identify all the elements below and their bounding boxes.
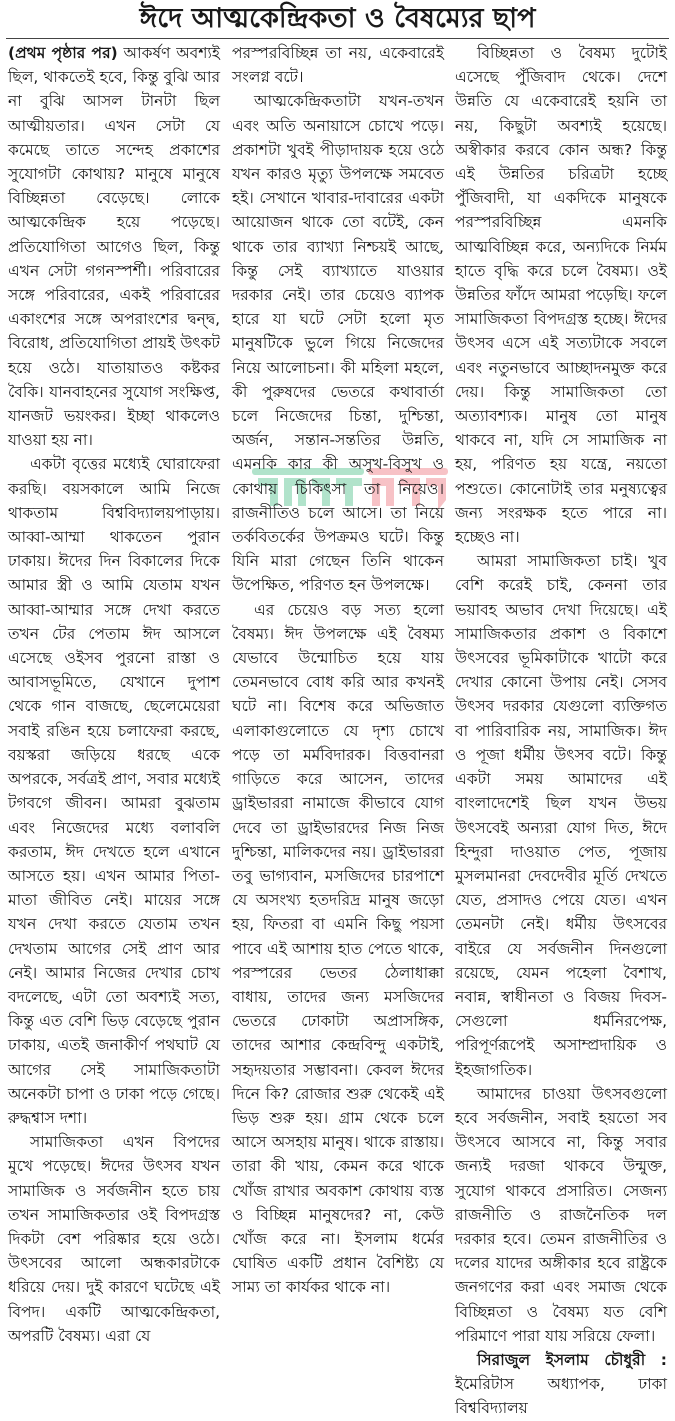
paragraph: (প্রথম পৃষ্ঠার পর) আকর্ষণ অবশ্যই ছিল, থাকতেই হবে, কিন্তু বুঝি আর না বুঝি আসল টানটা ছিল আত্মীয়তার। এখন সেটা যে কমেছে তাতে সন্দেহ প্রকাশের সুযোগটা কোথায়? মানুষে মানুষে বিচ্ছিন্নতা বেড়েছে। লোকে আত্মকেন্দ্রিক হয়ে পড়েছে। প্রতিযোগিতা আগেও ছিল, কিন্তু এখন সেটা গগনস্পর্শী। পরিবারের সঙ্গে পরিবারের, একই পরিবারের একাংশের সঙ্গে অপরাংশের দ্বন্দ্ব, বিরোধ, প্রতিযোগিতা প্রায়ই উৎকট হয়ে ওঠে। যাতায়াতও কষ্টকর বৈকি। যানবাহনের সুযোগ সংক্ষিপ্ত, যানজট ভয়ংকর। ইচ্ছা থাকলেও যাওয়া হয় না। xyxy=(8,44,220,450)
author-title: ইমেরিটাস অধ্যাপক, ঢাকা বিশ্ববিদ্যালয় xyxy=(455,1375,667,1418)
headline: ঈদে আত্মকেন্দ্রিকতা ও বৈষম্যের ছাপ xyxy=(139,3,536,34)
paragraph: পরস্পরবিচ্ছিন্ন তা নয়, একেবারেই সংলগ্ন বটে। xyxy=(232,44,444,87)
paragraph: আমরা সামাজিকতা চাই। খুব বেশি করেই চাই, কেননা তার ভয়াবহ অভাব দেখা দিয়েছে। এই সামাজিকতার প্রকাশ ও বিকাশে উৎসবের ভূমিকাটাকে খাটো করে দেখার কোনো উপায় নেই। সেসব উৎসব দরকার যেগুলো ব্যক্তিগত বা পারিবারিক নয়, সামাজিক। ঈদ ও পূজা ধর্মীয় উৎসব বটে। কিন্তু একটা সময় আমাদের এই বাংলাদেশেই ছিল যখন উভয় উৎসবেই অন্যরা যোগ দিত, ঈদে হিন্দুরা দাওয়াত পেত, পূজায় মুসলমানরা দেবদেবীর মূর্তি দেখতে যেত, প্রসাদও পেয়ে যেত। এখন তেমনটা নেই। ধর্মীয় উৎসবের বাইরে যে সর্বজনীন দিনগুলো রয়েছে, যেমন পহেলা বৈশাখ, নবান্ন, স্বাধীনতা ও বিজয় দিবস- সেগুলো ধর্মনিরপেক্ষ, পরিপূর্ণরূপেই অসাম্প্রদায়িক ও ইহজাগতিক। xyxy=(455,552,667,1079)
article-column-2 xyxy=(232,41,444,1300)
paragraph: বিচ্ছিন্নতা ও বৈষম্য দুটোই এসেছে পুঁজিবাদ থেকে। দেশে উন্নতি যে একেবারেই হয়নি তা নয়, কিছুটা অবশ্যই হয়েছে। অস্বীকার করবে কোন অন্ধ? কিন্তু এই উন্নতির চরিত্রটা হচ্ছে পুঁজিবাদী, যা একদিকে মানুষকে পরস্পরবিচ্ছিন্ন এমনকি আত্মবিচ্ছিন্ন করে, অন্যদিকে নির্মম হাতে বৃদ্ধি করে চলে বৈষম্য। ওই উন্নতির ফাঁদে আমরা পড়েছি। ফলে সামাজিকতা বিপদগ্রস্ত হচ্ছে। ঈদের উৎসব এসে এই সত্যটাকে সবলে এবং নতুনভাবে আচ্ছাদনমুক্ত করে দেয়। কিন্তু সামাজিকতা তো অত্যাবশ্যক। মানুষ তো মানুষ থাকবে না, যদি সে সামাজিক না হয়, পরিণত হয় যন্ত্রে, নয়তো পশুতে। কোনোটাই তার মনুষ্যত্বের জন্য সংরক্ষক হতে পারে না। হচ্ছেও না। xyxy=(455,44,667,547)
article-column-1 xyxy=(8,41,220,1348)
paragraph: এর চেয়েও বড় সত্য হলো বৈষম্য। ঈদ উপলক্ষে এই বৈষম্য যেভাবে উন্মোচিত হয়ে যায় তেমনভাবে বোধ করি আর কখনই ঘটে না। বিশেষ করে অভিজাত এলাকাগুলোতে যে দৃশ্য চোখে পড়ে তা মর্মবিদারক। বিত্তবানরা গাড়িতে করে আসেন, তাদের ড্রাইভাররা নামাজে কীভাবে যোগ দেবে তা ড্রাইভারদের নিজ নিজ দুশ্চিন্তা, মালিকদের নয়। ড্রাইভাররা তবু ভাগ্যবান, মসজিদের চারপাশে যে অসংখ্য হতদরিদ্র মানুষ জড়ো হয়, ফিতরা বা এমনি কিছু পয়সা পাবে এই আশায় হাত পেতে থাকে, পরস্পরের ভেতর ঠেলাধাক্কা বাধায়, তাদের জন্য মসজিদের ভেতরে ঢোকাটা অপ্রাসঙ্গিক, তাদের আশার কেন্দ্রবিন্দু একটাই, সহৃদয়তার সম্ভাবনা। কেবল ঈদের দিনে কি? রোজার শুরু থেকেই এই ভিড় শুরু হয়। গ্রাম থেকে চলে আসে অসহায় মানুষ। থাকে রাস্তায়। তারা কী খায়, কেমন করে থাকে খোঁজ রাখার অবকাশ কোথায় ব্যস্ত ও বিচ্ছিন্ন মানুষদের? না, কেউ খোঁজ করে না। ইসলাম ধর্মের ঘোষিত একটি প্রধান বৈশিষ্ট্য যে সাম্য তা কার্যকর থাকে না। xyxy=(232,600,444,1297)
continued-from-label: (প্রথম পৃষ্ঠার পর) xyxy=(8,44,118,62)
paragraph: সামাজিকতা এখন বিপদের মুখে পড়েছে। ঈদের উৎসব যখন সামাজিক ও সর্বজনীন হতে চায় তখন সামাজিকতার ওই বিপদগ্রস্ত দিকটা বেশ পরিষ্কার হয়ে ওঠে। উৎসবের আলো অন্ধকারটাকে ধরিয়ে দেয়। দুই কারণে ঘটেছে এই বিপদ। একটি আত্মকেন্দ্রিকতা, অপরটি বৈষম্য। এরা যে xyxy=(8,1133,220,1345)
paragraph: আত্মকেন্দ্রিকতাটা যখন-তখন এবং অতি অনায়াসে চোখে পড়ে। প্রকাশটা খুবই পীড়াদায়ক হয়ে ওঠে যখন কারও মৃত্যু উপলক্ষে সমবেত হই। সেখানে খাবার-দাবারের একটা আয়োজন থাকে তো বটেই, কেন থাকে তার ব্যাখ্যা নিশ্চয়ই আছে, কিন্তু সেই ব্যাখ্যাতে যাওয়ার দরকার নেই। তার চেয়েও ব্যাপক হারে যা ঘটে সেটা হলো মৃত মানুষটিকে ভুলে গিয়ে নিজেদের নিয়ে আলোচনা। কী মহিলা মহলে, কী পুরুষদের ভেতরে কথাবার্তা চলে নিজেদের চিন্তা, দুশ্চিন্তা, অর্জন, সন্তান-সন্ততির উন্নতি, এমনকি কার কী অসুখ-বিসুখ ও কোথায় চিকিৎসা তা নিয়েও। রাজনীতিও চলে আসে। তা নিয়ে তর্কবিতর্কের উপক্রমও ঘটে। কিন্তু যিনি মারা গেছেন তিনি থাকেন উপেক্ষিত, পরিণত হন উপলক্ষে। xyxy=(232,92,444,595)
author-name: সিরাজুল ইসলাম চৌধুরী : xyxy=(477,1350,667,1369)
paragraph: একটা বৃত্তের মধ্যেই ঘোরাফেরা করছি। বয়সকালে আমি নিজে থাকতাম বিশ্ববিদ্যালয়পাড়ায়। আব্বা-আম্মা থাকতেন পুরান ঢাকায়। ঈদের দিন বিকালের দিকে আমার স্ত্রী ও আমি যেতাম যখন আব্বা-আম্মার সঙ্গে দেখা করতে তখন টের পেতাম ঈদ আসলে এসেছে ওইসব পুরনো রাস্তা ও আবাসভূমিতে, যেখানে দুপাশ থেকে গান বাজছে, ছেলেমেয়েরা সবাই রঙিন হয়ে চলাফেরা করছে, বয়স্করা জড়িয়ে ধরছে একে অপরকে, সর্বত্রই প্রাণ, সবার মধ্যেই টগবগে জীবন। আমরা বুঝতাম এবং নিজেদের মধ্যে বলাবলি করতাম, ঈদ দেখতে হলে এখানে আসতে হয়। এখন আমার পিতা-মাতা জীবিত নেই। মায়ের সঙ্গে যখন দেখা করতে যেতাম তখন দেখতাম আগের সেই প্রাণ আর নেই। আমার নিজের দেখার চোখ বদলেছে, এটা তো অবশ্যই সত্য, কিন্তু এত বেশি ভিড় বেড়েছে পুরান ঢাকায়, এতই জনাকীর্ণ পথঘাট যে আগের সেই সামাজিকতাটা অনেকটা চাপা ও ঢাকা পড়ে গেছে। রুদ্ধশ্বাস দশা। xyxy=(8,455,220,1127)
author-byline xyxy=(455,1348,667,1421)
article-column-3 xyxy=(455,41,667,1421)
headline-rule xyxy=(6,38,669,39)
paragraph: আমাদের চাওয়া উৎসবগুলো হবে সর্বজনীন, সবাই হয়তো সব উৎসবে আসবে না, কিন্তু সবার জন্যই দরজা থাকবে উন্মুক্ত, সুযোগ থাকবে প্রসারিত। সেজন্য রাজনীতি ও রাজনৈতিক দল দরকার হবে। তেমন রাজনীতির ও দলের যাদের অঙ্গীকার হবে রাষ্ট্রকে জনগণের করা এবং সমাজ থেকে বিচ্ছিন্নতা ও বৈষম্য যত বেশি পরিমাণে পারা যায় সরিয়ে ফেলা। xyxy=(455,1084,667,1345)
